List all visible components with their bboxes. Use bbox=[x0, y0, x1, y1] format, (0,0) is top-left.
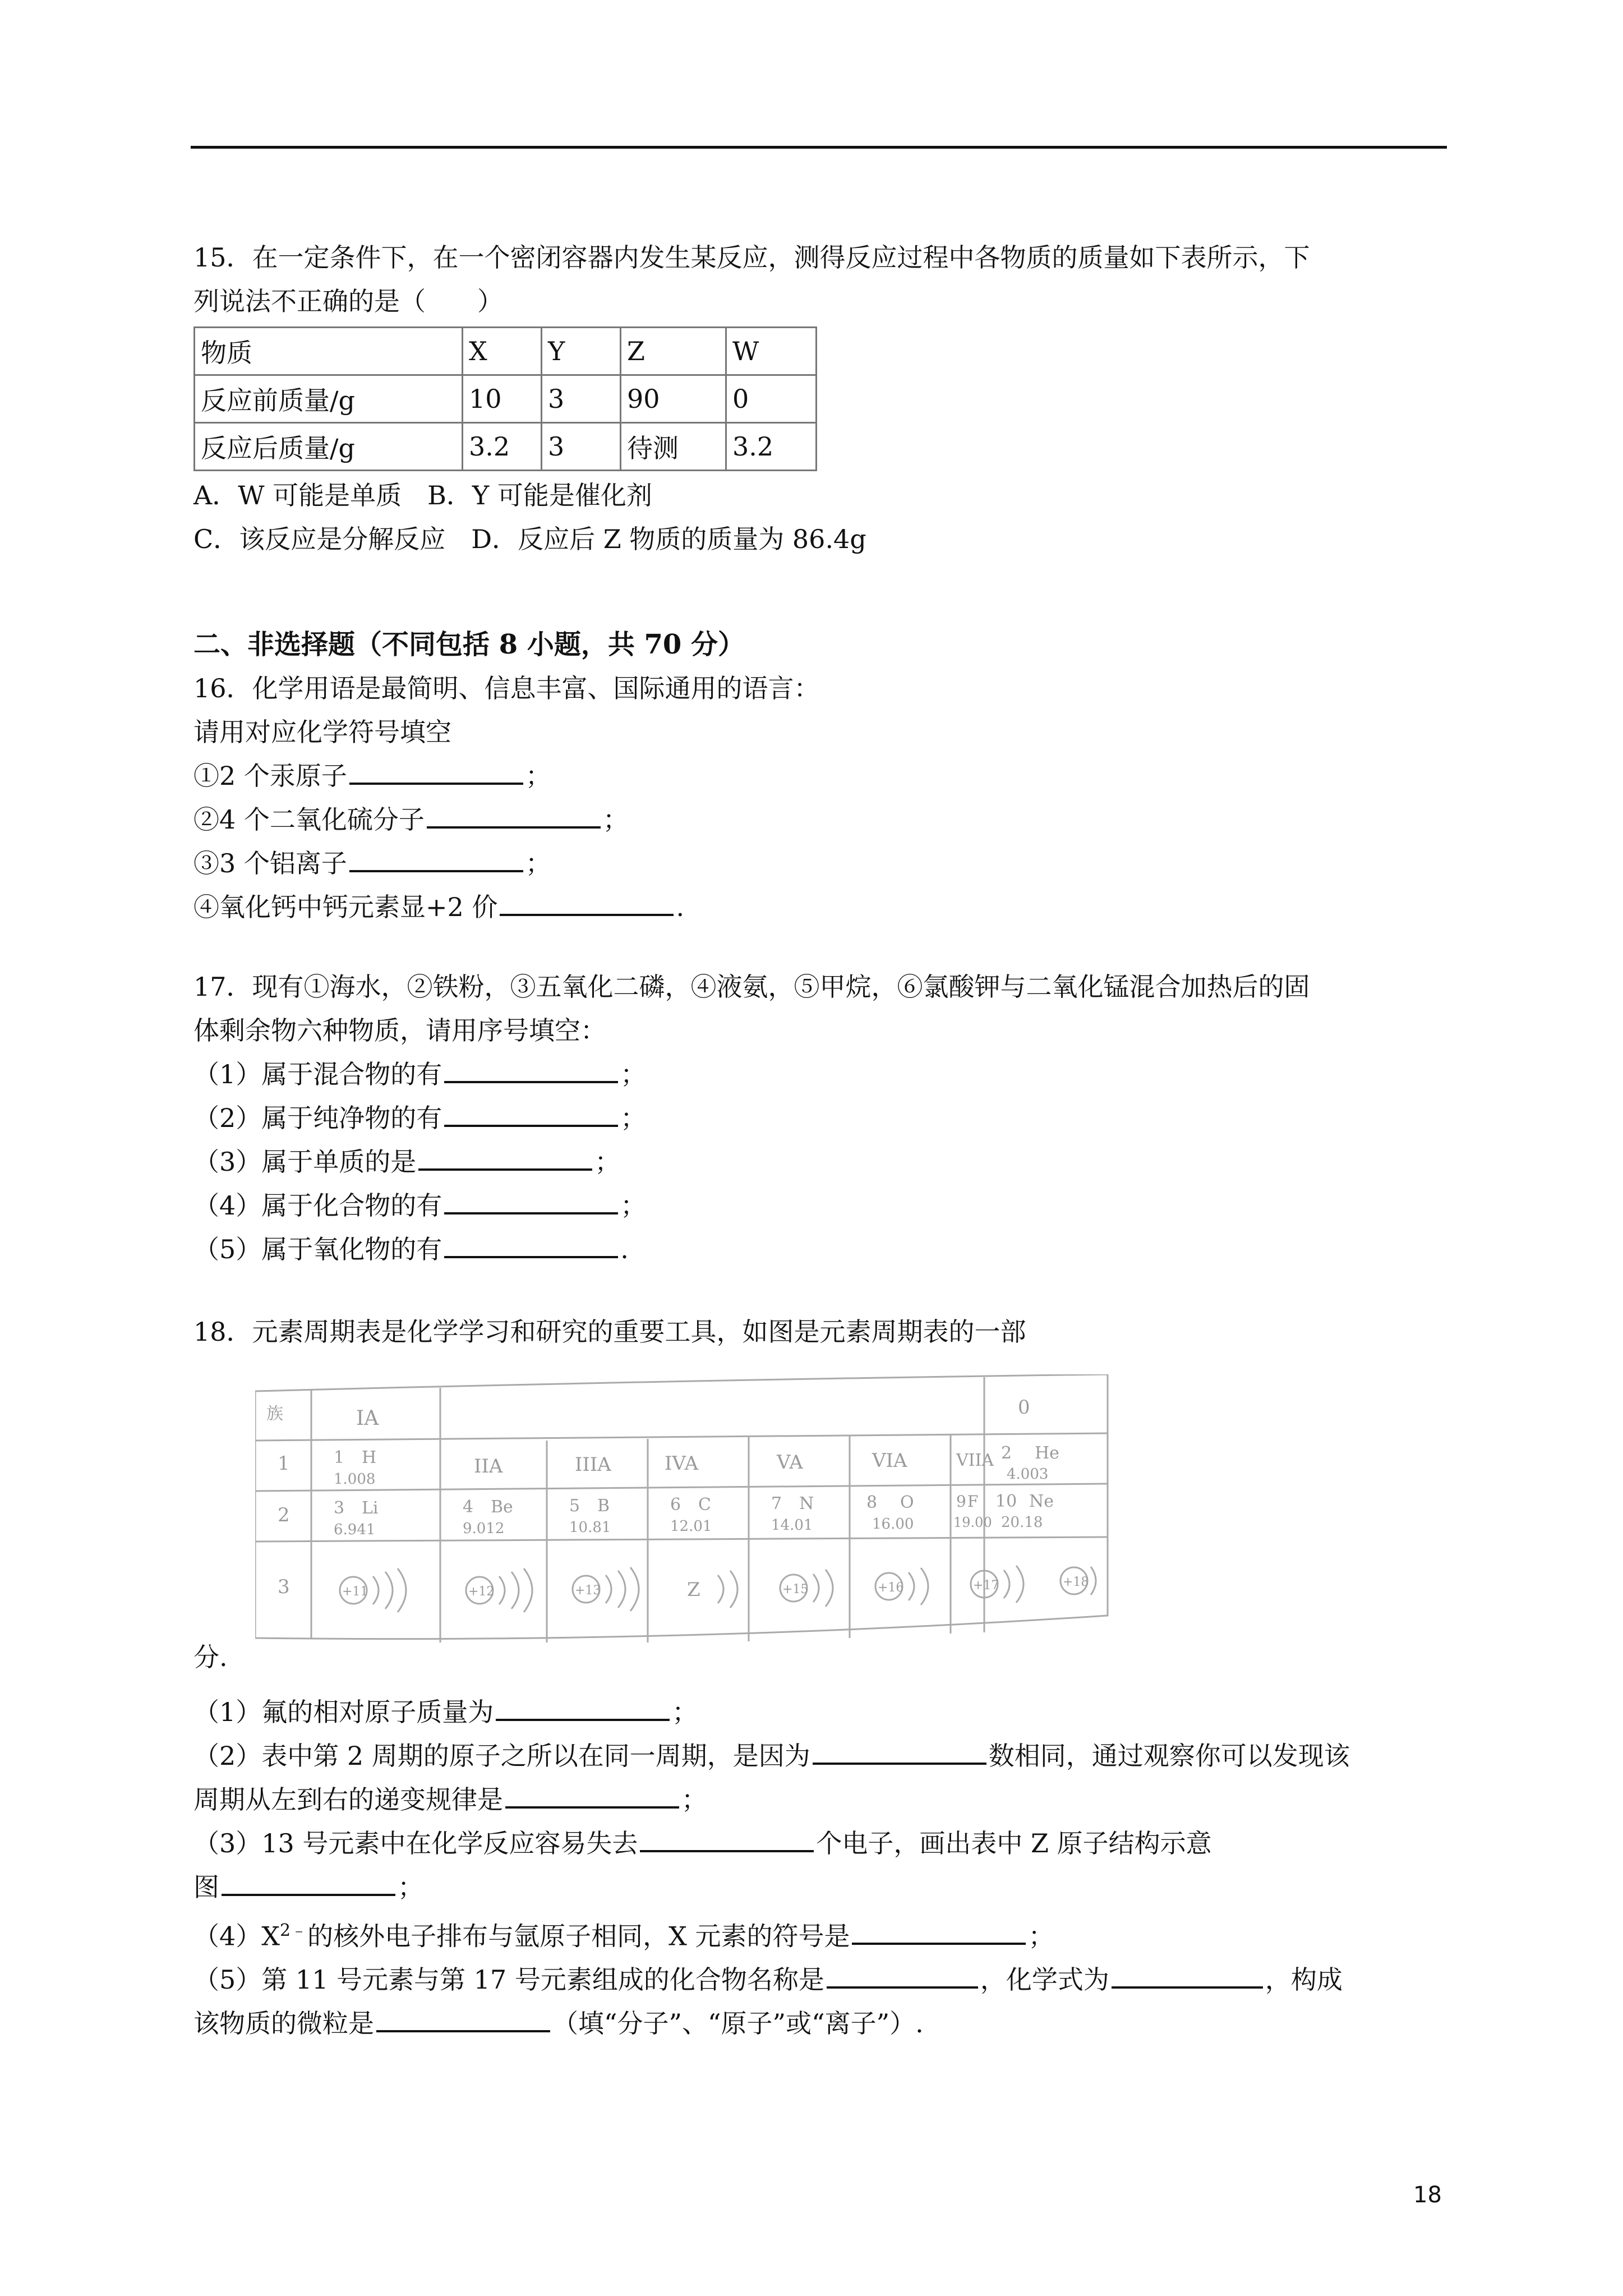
table-cell: 10 bbox=[463, 375, 542, 423]
q16-item bbox=[193, 798, 820, 841]
section-title: 二、非选择题（不同包括 8 小题，共 70 分） bbox=[193, 629, 745, 660]
answer-blank[interactable] bbox=[505, 1782, 679, 1809]
q18-part-2-line2 bbox=[193, 1778, 1350, 1821]
answer-blank[interactable] bbox=[418, 1144, 592, 1171]
item-punct: ； bbox=[525, 848, 551, 878]
q16-stem: 16．化学用语是最简明、信息丰富、国际通用的语言： bbox=[193, 673, 820, 703]
q16-item bbox=[193, 841, 820, 885]
nucleus-label: Z bbox=[687, 1579, 700, 1601]
group-label: IIIA bbox=[575, 1453, 611, 1476]
item-punct: ； bbox=[620, 1190, 647, 1221]
atomic-mass: 9.012 bbox=[463, 1520, 505, 1537]
table-cell: 3.2 bbox=[463, 423, 542, 471]
atomic-number: 1 bbox=[334, 1448, 345, 1467]
q15-options-ab: A．W 可能是单质 B．Y 可能是催化剂 bbox=[193, 480, 652, 510]
element-symbol: Li bbox=[362, 1498, 379, 1518]
q18-part-2 bbox=[193, 1734, 1350, 1778]
answer-blank[interactable] bbox=[427, 802, 601, 829]
answer-blank[interactable] bbox=[444, 1056, 618, 1083]
period-label: 1 bbox=[278, 1452, 290, 1475]
table-cell: X bbox=[463, 328, 542, 375]
q16-item bbox=[193, 885, 820, 929]
q17-stem-line2: 体剩余物六种物质，请用序号填空： bbox=[193, 1015, 606, 1046]
answer-blank[interactable] bbox=[349, 845, 523, 872]
table-cell: 3 bbox=[542, 423, 621, 471]
q18-stem bbox=[193, 1310, 1026, 1354]
group-label: VA bbox=[777, 1451, 803, 1474]
item-text: 周期从左到右的递变规律是 bbox=[193, 1784, 503, 1815]
item-punct: ； bbox=[672, 1697, 698, 1727]
item-punct: ； bbox=[398, 1872, 423, 1902]
group-label: 0 bbox=[1018, 1396, 1030, 1419]
atomic-mass: 4.003 bbox=[1007, 1466, 1049, 1483]
answer-blank[interactable] bbox=[813, 1738, 986, 1765]
item-text: （1）氟的相对原子质量为 bbox=[193, 1697, 494, 1727]
atomic-number: 2 bbox=[1001, 1443, 1012, 1463]
table-cell: 反应后质量/g bbox=[195, 423, 463, 471]
section-2 bbox=[193, 623, 820, 929]
q16-instruction: 请用对应化学符号填空 bbox=[193, 717, 451, 747]
atomic-number: 6 bbox=[670, 1495, 681, 1515]
element-symbol: F bbox=[967, 1492, 979, 1511]
q18-part-1 bbox=[193, 1690, 1350, 1734]
item-punct: . bbox=[676, 892, 685, 922]
q18-part-5-line2 bbox=[193, 2001, 1350, 2045]
item-text: 个电子，画出表中 Z 原子结构示意 bbox=[816, 1828, 1212, 1858]
answer-blank[interactable] bbox=[1112, 1962, 1263, 1989]
q18-stem-end: 分. bbox=[193, 1642, 228, 1672]
atomic-mass: 14.01 bbox=[771, 1517, 813, 1534]
table-row bbox=[195, 375, 817, 423]
item-punct: ； bbox=[602, 804, 629, 835]
atomic-mass: 6.941 bbox=[334, 1521, 376, 1538]
element-symbol: C bbox=[698, 1495, 711, 1515]
answer-blank[interactable] bbox=[444, 1188, 618, 1214]
header-rule bbox=[191, 146, 1447, 149]
q18-stem-text: 18．元素周期表是化学学习和研究的重要工具，如图是元素周期表的一部 bbox=[193, 1317, 1026, 1347]
superscript: 2﹣ bbox=[280, 1921, 308, 1940]
item-text: 数相同，通过观察你可以发现该 bbox=[988, 1741, 1350, 1771]
q15-stem-line1: 15．在一定条件下，在一个密闭容器内发生某反应，测得反应过程中各物质的质量如下表所示，下 bbox=[193, 242, 1310, 273]
answer-blank[interactable] bbox=[444, 1231, 618, 1258]
atomic-number: 8 bbox=[866, 1493, 878, 1512]
answer-blank[interactable] bbox=[827, 1962, 978, 1989]
answer-blank[interactable] bbox=[349, 758, 523, 785]
item-punct: . bbox=[620, 1234, 629, 1264]
item-text: ，化学式为 bbox=[980, 1964, 1109, 1995]
atomic-mass: 16.00 bbox=[872, 1516, 914, 1533]
atomic-mass: 20.18 bbox=[1001, 1514, 1043, 1531]
item-punct: ； bbox=[594, 1147, 621, 1177]
question-15 bbox=[193, 236, 1310, 561]
nucleus-label: +18 bbox=[1063, 1575, 1089, 1589]
item-text: （3）属于单质的是 bbox=[193, 1147, 417, 1177]
q18-part-5 bbox=[193, 1958, 1350, 2001]
atomic-number: 3 bbox=[334, 1498, 345, 1518]
table-cell: W bbox=[726, 328, 817, 375]
periodic-table-figure bbox=[255, 1374, 1119, 1657]
answer-blank[interactable] bbox=[640, 1825, 814, 1852]
q15-options-cd: C．该反应是分解反应 D．反应后 Z 物质的质量为 86.4g bbox=[193, 524, 866, 554]
element-symbol: Be bbox=[491, 1497, 513, 1517]
item-text: （4）属于化合物的有 bbox=[193, 1190, 442, 1221]
item-punct: ； bbox=[681, 1784, 707, 1815]
answer-blank[interactable] bbox=[500, 889, 674, 916]
item-text: （2）属于纯净物的有 bbox=[193, 1103, 442, 1133]
answer-blank[interactable] bbox=[376, 2005, 550, 2032]
mass-table bbox=[193, 326, 817, 471]
answer-blank[interactable] bbox=[496, 1694, 670, 1721]
element-symbol: He bbox=[1035, 1443, 1059, 1463]
item-text: （1）属于混合物的有 bbox=[193, 1059, 442, 1089]
item-text: （4）X bbox=[193, 1921, 280, 1952]
atomic-number: 10 bbox=[995, 1492, 1017, 1511]
item-text: ③3 个铝离子 bbox=[193, 848, 347, 878]
table-cell: 90 bbox=[621, 375, 726, 423]
item-punct: ； bbox=[620, 1059, 647, 1089]
item-punct: ； bbox=[620, 1103, 647, 1133]
item-punct: ； bbox=[1028, 1921, 1054, 1952]
q17-stem-line1: 17．现有①海水，②铁粉，③五氧化二磷，④液氨，⑤甲烷，⑥氯酸钾与二氧化锰混合加热后的固 bbox=[193, 972, 1310, 1002]
element-symbol: N bbox=[799, 1494, 814, 1513]
table-cell: 3.2 bbox=[726, 423, 817, 471]
item-punct: ； bbox=[525, 761, 551, 791]
page-number: 18 bbox=[1413, 2182, 1442, 2208]
element-symbol: Ne bbox=[1029, 1492, 1054, 1511]
item-text: （2）表中第 2 周期的原子之所以在同一周期，是因为 bbox=[193, 1741, 810, 1771]
atomic-mass: 10.81 bbox=[569, 1519, 611, 1536]
corner-label: 族 bbox=[266, 1404, 283, 1424]
group-label: IVA bbox=[665, 1452, 699, 1475]
item-text: （5）第 11 号元素与第 17 号元素组成的化合物名称是 bbox=[193, 1964, 824, 1995]
atomic-number: 9 bbox=[956, 1492, 966, 1511]
atomic-mass: 12.01 bbox=[670, 1518, 712, 1535]
item-text: ，构成 bbox=[1265, 1964, 1343, 1995]
q17-item bbox=[193, 1227, 1310, 1271]
q18-part-3-line2 bbox=[193, 1865, 1350, 1909]
item-text: （5）属于氧化物的有 bbox=[193, 1234, 442, 1264]
nucleus-label: +13 bbox=[575, 1584, 601, 1598]
q17-item bbox=[193, 1184, 1310, 1227]
table-cell: 反应前质量/g bbox=[195, 375, 463, 423]
q18-part-4 bbox=[193, 1909, 1350, 1958]
group-label: VIIA bbox=[956, 1451, 994, 1470]
answer-blank[interactable] bbox=[222, 1869, 395, 1896]
q15-stem-line2: 列说法不正确的是（ ） bbox=[193, 286, 503, 316]
item-text: ①2 个汞原子 bbox=[193, 761, 347, 791]
atomic-number: 7 bbox=[771, 1494, 782, 1513]
atomic-mass: 19.00 bbox=[953, 1515, 992, 1530]
table-cell: 0 bbox=[726, 375, 817, 423]
q17-item bbox=[193, 1052, 1310, 1096]
atomic-mass: 1.008 bbox=[334, 1471, 376, 1488]
item-text: 的核外电子排布与氩原子相同，X 元素的符号是 bbox=[307, 1921, 850, 1952]
q18-part-3 bbox=[193, 1821, 1350, 1865]
nucleus-label: +15 bbox=[782, 1582, 809, 1596]
item-text: （3）13 号元素中在化学反应容易失去 bbox=[193, 1828, 638, 1858]
answer-blank[interactable] bbox=[444, 1100, 618, 1127]
q16-item bbox=[193, 754, 820, 798]
element-symbol: B bbox=[597, 1496, 610, 1516]
table-cell: Y bbox=[542, 328, 621, 375]
group-label: VIA bbox=[872, 1450, 907, 1472]
table-row bbox=[195, 423, 817, 471]
question-17 bbox=[193, 965, 1310, 1271]
group-label: IA bbox=[356, 1407, 379, 1430]
nucleus-label: +17 bbox=[973, 1579, 999, 1593]
item-text: ②4 个二氧化硫分子 bbox=[193, 804, 425, 835]
table-cell: 3 bbox=[542, 375, 621, 423]
atomic-number: 4 bbox=[463, 1497, 474, 1517]
table-header-row bbox=[195, 328, 817, 375]
nucleus-label: +12 bbox=[468, 1585, 495, 1599]
q17-item bbox=[193, 1140, 1310, 1184]
table-cell: Z bbox=[621, 328, 726, 375]
group-label: IIA bbox=[474, 1455, 503, 1478]
periodic-table-svg bbox=[255, 1374, 1119, 1655]
period-label: 3 bbox=[278, 1576, 290, 1598]
item-text: 该物质的微粒是 bbox=[193, 2008, 374, 2039]
atomic-number: 5 bbox=[569, 1496, 580, 1516]
item-text: （填“分子”、“原子”或“离子”）. bbox=[552, 2008, 924, 2039]
table-cell: 待测 bbox=[621, 423, 726, 471]
q17-item bbox=[193, 1096, 1310, 1140]
element-symbol: H bbox=[362, 1448, 377, 1467]
item-text: 图 bbox=[193, 1872, 219, 1902]
q18-parts bbox=[193, 1635, 1350, 2045]
nucleus-label: +11 bbox=[342, 1585, 368, 1599]
period-label: 2 bbox=[278, 1504, 290, 1526]
answer-blank[interactable] bbox=[852, 1918, 1026, 1945]
table-cell: 物质 bbox=[195, 328, 463, 375]
element-symbol: O bbox=[900, 1493, 914, 1512]
nucleus-label: +16 bbox=[878, 1581, 904, 1595]
item-text: ④氧化钙中钙元素显+2 价 bbox=[193, 892, 498, 922]
